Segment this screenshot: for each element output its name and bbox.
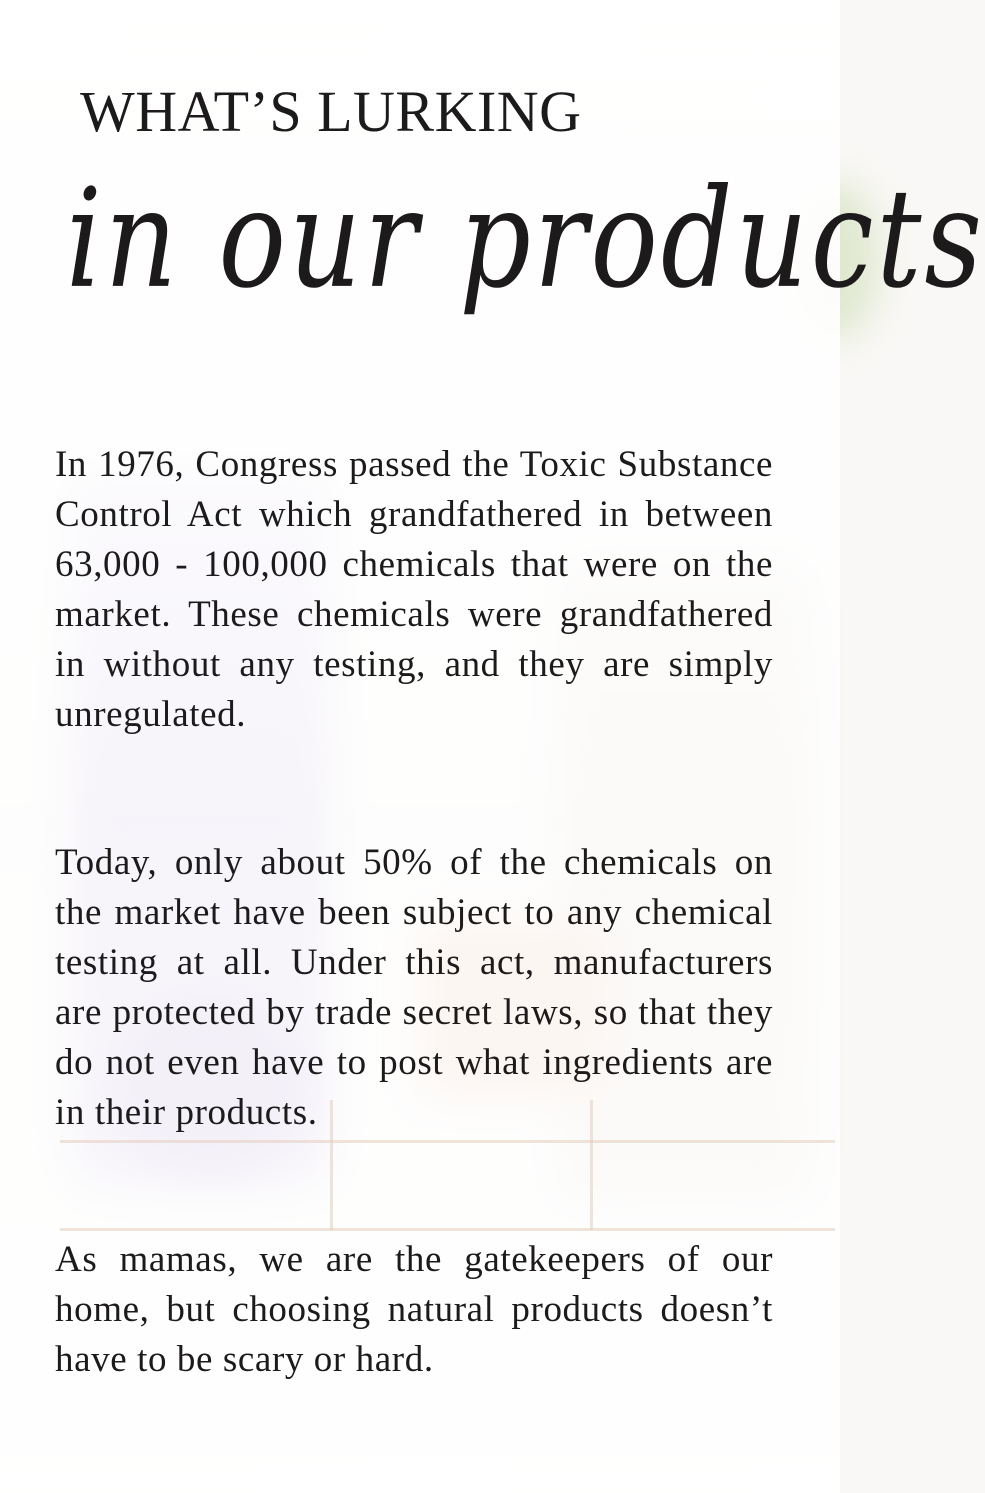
paragraph-1: In 1976, Congress passed the Toxic Substance Control Act which grandfathered in between 63,000 - 100,000 chemicals that were on the market. These chemicals were grandfathered in without any testing, and they are simply unregulated.	[55, 444, 773, 735]
heading-line-1: WHAT’S LURKING	[80, 79, 582, 144]
paragraph-3: As mamas, we are the gatekeepers of our home, but choosing natural products doesn’t have to be scary or hard.	[55, 1239, 773, 1380]
heading-script-line: in our products	[66, 160, 985, 319]
paragraph-2: Today, only about 50% of the chemicals on the market have been subject to any chemical testing at all. Under this act, manufacturers are protected by trade secret laws, so that they do not even have to post what ingredients are in their products.	[55, 842, 773, 1133]
